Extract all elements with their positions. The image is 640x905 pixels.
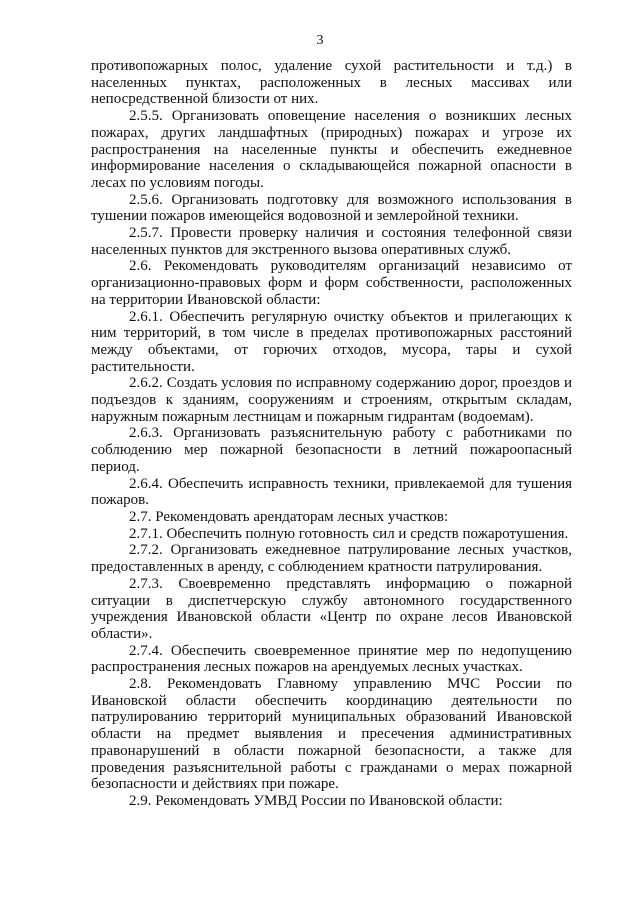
paragraph-2-7-3: 2.7.3. Своевременно представлять информацию о пожарной ситуации в диспетчерскую службу автономного государственного учреждения Ивановской области «Центр по охране лесов Ивановской области». <box>91 575 572 642</box>
page-number: 3 <box>316 33 324 48</box>
paragraph-2-6-1: 2.6.1. Обеспечить регулярную очистку объектов и прилегающих к ним территорий, в том числе в пределах противопожарных расстояний между объектами, от горючих отходов, мусора, тары и сухой растительности. <box>91 308 572 375</box>
paragraph-2-5-7: 2.5.7. Провести проверку наличия и состояния телефонной связи населенных пунктов для экстренного вызова оперативных служб. <box>91 225 572 258</box>
paragraph-2-7: 2.7. Рекомендовать арендаторам лесных участков: <box>129 508 449 525</box>
paragraph-2-6-4: 2.6.4. Обеспечить исправность техники, привлекаемой для тушения пожаров. <box>91 475 572 509</box>
paragraph-2-7-4: 2.7.4. Обеспечить своевременное принятие мер по недопущению распространения лесных пожаров на арендуемых лесных участках. <box>91 642 572 676</box>
paragraph-2-9: 2.9. Рекомендовать УМВД России по Ивановской области: <box>129 792 503 809</box>
paragraph-continuation: противопожарных полос, удаление сухой растительности и т.д.) в населенных пунктах, расположенных в лесных массивах или непосредственной близости от них. <box>91 58 572 108</box>
paragraph-2-6-3: 2.6.3. Организовать разъяснительную работу с работниками по соблюдению мер пожарной безопасности в летний пожароопасный период. <box>91 425 572 475</box>
paragraph-2-6-2: 2.6.2. Создать условия по исправному содержанию дорог, проездов и подъездов к зданиям, сооружениям и строениям, открытым складам, наружным пожарным лестницам и пожарным гидрантам (водоемам). <box>91 375 572 425</box>
paragraph-2-8: 2.8. Рекомендовать Главному управлению МЧС России по Ивановской области обеспечить координацию деятельности по патрулированию территорий муниципальных образований Ивановской области на предмет выявления и пресечения административных правонарушений в области пожарной безопасности, а также для проведения разъяснительной работы с гражданами о мерах пожарной безопасности и действиях при пожаре. <box>91 676 572 793</box>
document-body <box>91 58 572 810</box>
paragraph-2-6: 2.6. Рекомендовать руководителям организаций независимо от организационно-правовых форм и форм собственности, расположенных на территории Ивановской области: <box>91 258 572 308</box>
paragraph-2-5-6: 2.5.6. Организовать подготовку для возможного использования в тушении пожаров имеющейся водовозной и землеройной техники. <box>91 191 572 225</box>
paragraph-2-7-2: 2.7.2. Организовать ежедневное патрулирование лесных участков, предоставленных в аренду, с соблюдением кратности патрулирования. <box>91 542 572 576</box>
paragraph-2-7-1: 2.7.1. Обеспечить полную готовность сил и средств пожаротушения. <box>129 525 569 542</box>
paragraph-2-5-5: 2.5.5. Организовать оповещение населения о возникших лесных пожарах, других ландшафтных (природных) пожарах и угрозе их распространения на населенные пункты и обеспечить ежедневное информирование населения о складывающейся пожарной опасности в лесах по условиям погоды. <box>91 108 572 191</box>
